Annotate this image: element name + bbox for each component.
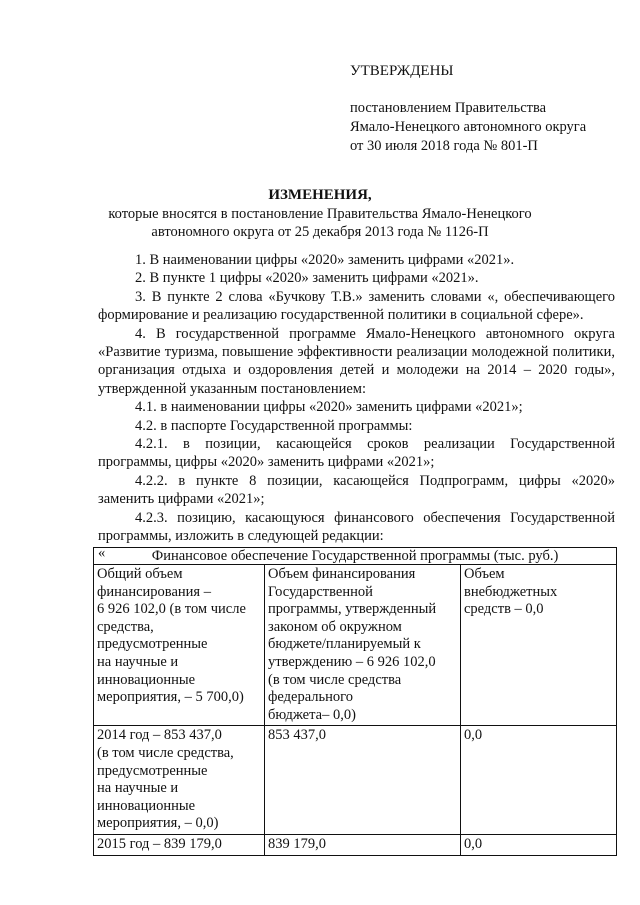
cell-line: 839 179,0 [268,835,326,852]
cell-line: 0,0 [464,727,483,744]
paragraph-4-2-3: 4.2.3. позицию, касающуюся финансового обеспечения Государственной программы, изложить в следующей редакции: [98,509,615,545]
table-cell [265,834,461,855]
paragraph-1: 1. В наименовании цифры «2020» заменить цифрами «2021». [135,252,515,268]
approval-block [350,62,586,156]
approval-line: постановлением Правительства [350,100,547,116]
cell-line: мероприятия, – 0,0) [97,815,219,832]
approval-heading: УТВЕРЖДЕНЫ [350,63,454,79]
title-subline: автономного округа от 25 декабря 2013 года № 1126-П [151,224,489,240]
cell-line: внебюджетных [464,583,558,600]
cell-line: средства, [97,618,154,635]
cell-line: (в том числе средства, [97,744,234,761]
cell-line: федерального [268,689,353,706]
paragraph-4: 4. В государственной программе Ямало-Ненецкого автономного округа «Развитие туризма, повышение эффективности реализации молодежной политики, организация отдыха и оздоровления детей и молодежи на 2014 – 2020 годы», утвержденной указанным постановлением: [98,325,615,397]
table-row [94,726,617,835]
cell-line: программы, утвержденный [268,601,437,618]
cell-line: Объем финансирования [268,566,416,582]
paragraph-2: 2. В пункте 1 цифры «2020» заменить цифрами «2021». [135,270,479,287]
approval-line: Ямало-Ненецкого автономного округа [350,119,587,135]
cell-line: на научные и [97,653,179,670]
opening-quote-mark: « [98,544,106,561]
financing-table [93,544,617,856]
table-row [94,834,617,855]
cell-line: 853 437,0 [268,727,326,744]
cell-line: предусмотренные [97,762,208,779]
cell-line: бюджета– 0,0) [268,706,356,723]
table-cell [461,726,617,835]
title-main: ИЗМЕНЕНИЯ, [268,187,372,203]
cell-line: на научные и [97,780,179,797]
table-cell [94,726,265,835]
table-cell [94,834,265,855]
paragraph-4-1: 4.1. в наименовании цифры «2020» заменить цифрами «2021»; [135,399,523,416]
document-title [0,186,640,241]
cell-line: мероприятия, – 5 700,0) [97,689,244,706]
paragraph-3: 3. В пункте 2 слова «Бучкову Т.В.» заменить словами «, обеспечивающего формирование и реализацию государственной политики в социальной сфере». [98,288,615,324]
cell-line: Объем [464,566,505,582]
paragraph-4-2: 4.2. в паспорте Государственной программы: [135,417,413,434]
cell-line: инновационные [97,671,196,688]
title-subline: которые вносятся в постановление Правительства Ямало-Ненецкого [108,206,532,222]
table-cell [265,565,461,726]
cell-line: 2014 год – 853 437,0 [97,727,222,744]
cell-line: инновационные [97,797,196,814]
cell-line: утверждению – 6 926 102,0 [268,653,436,670]
cell-line: финансирования – [97,583,211,600]
table-header: Финансовое обеспечение Государственной программы (тыс. руб.) [94,548,617,565]
table-row [94,565,617,726]
cell-line: Общий объем [97,566,183,582]
paragraph-4-2-1: 4.2.1. в позиции, касающейся сроков реализации Государственной программы, цифры «2020» заменить цифрами «2021»; [98,436,615,471]
cell-line: 6 926 102,0 (в том числе [97,601,246,618]
table-header-row [94,548,617,565]
table-cell [461,834,617,855]
cell-line: бюджете/планируемый к [268,636,421,653]
cell-line: законом об окружном [268,618,402,635]
document-body [98,251,615,560]
table-cell [461,565,617,726]
cell-line: средств – 0,0 [464,601,544,618]
cell-line: Государственной [268,583,373,600]
cell-line: 2015 год – 839 179,0 [97,835,222,852]
cell-line: предусмотренные [97,636,208,653]
paragraph-4-2-2: 4.2.2. в пункте 8 позиции, касающейся Подпрограмм, цифры «2020» заменить цифрами «2021»; [98,472,615,508]
table-cell [265,726,461,835]
cell-line: 0,0 [464,835,483,852]
cell-line: (в том числе средства [268,671,402,688]
table-cell [94,565,265,726]
table-body [94,565,617,856]
approval-line: от 30 июля 2018 года № 801-П [350,138,538,154]
